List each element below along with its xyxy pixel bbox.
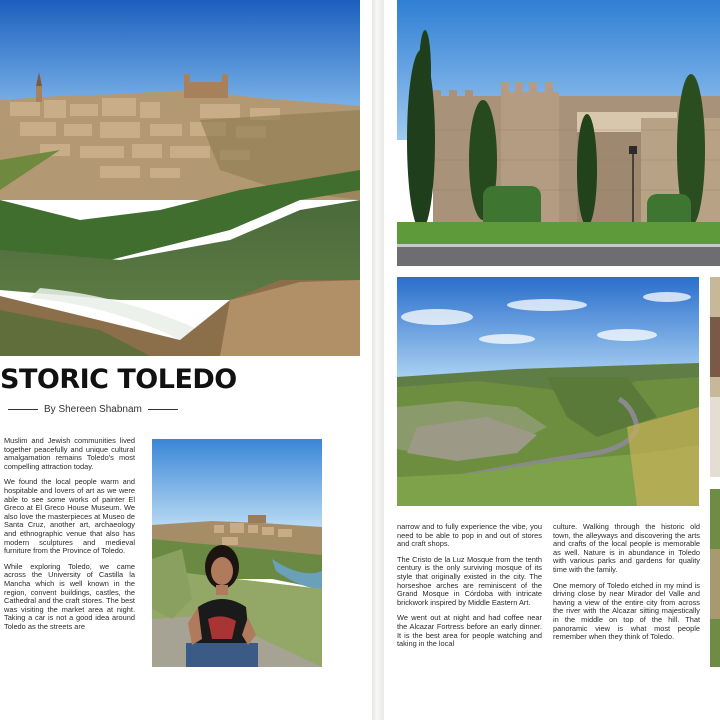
text-column-middle (397, 523, 542, 656)
paragraph: The Cristo de la Luz Mosque from the tenth century is the only surviving mosque of its style that originally existed in the city. The horseshoe arches are reminiscent of the Grand Mosque in Córdoba with intricate brickwork inspired by Middle Eastern Art. (397, 554, 542, 607)
text-column-right (553, 523, 700, 649)
text-column-left (4, 437, 135, 638)
edge-photo-bottom (710, 489, 720, 667)
paragraph: culture. Walking through the historic old town, the alleyways and discovering the arts and crafts of the local people is memorable as well. Nature is in abundance in Toledo with various parks and gardens for quality time with the family. (553, 522, 700, 574)
valley-landscape-photo (397, 277, 699, 506)
byline-rule-left (8, 409, 38, 410)
paragraph: narrow and to fully experience the vibe, you need to be able to pop in and out of stores and craft shops. (397, 522, 542, 549)
paragraph: We went out at night and had coffee near the Alcazar Fortress before an early dinner. It is the best area for people watching and taking in the local (397, 613, 542, 649)
paragraph: While exploring Toledo, we came across the University of Castilla la Mancha which is well known in the region, convent buildings, castles, the Cathedral and the craft stores. The best was visiting the market area at night. Taking a car is not a good idea around Toledo as the streets are (4, 561, 135, 631)
paragraph: We found the local people warm and hospitable and lovers of art as we were able to see some works of painter El Greco at El Greco House Museum. We also love the masterpieces at Museo de Santa Cruz, another art, archaeology and ethnographic venue that also has modern sculptures and medieval furniture from the Province of Toledo. (4, 477, 135, 556)
article-title: STORIC TOLEDO (0, 364, 237, 395)
paragraph: One memory of Toledo etched in my mind is driving close by near Mirador del Valle and having a view of the entire city from across the river with the Alcazar sitting majestically in the middle on top of the hill. That panoramic view is what most people remember when they think of Toledo. (553, 580, 700, 642)
right-page (384, 0, 720, 720)
paragraph: Muslim and Jewish communities lived together peacefully and unique cultural amalgamation remains Toledo's most compelling attraction today. (4, 436, 135, 471)
fortress-walls-photo (397, 0, 720, 266)
page-gutter (372, 0, 384, 720)
toledo-panorama-photo (0, 0, 360, 356)
byline-rule-right (148, 409, 178, 410)
edge-photo-top (710, 277, 720, 477)
portrait-photo (152, 439, 322, 667)
byline (8, 404, 178, 415)
byline-text: By Shereen Shabnam (44, 404, 142, 415)
